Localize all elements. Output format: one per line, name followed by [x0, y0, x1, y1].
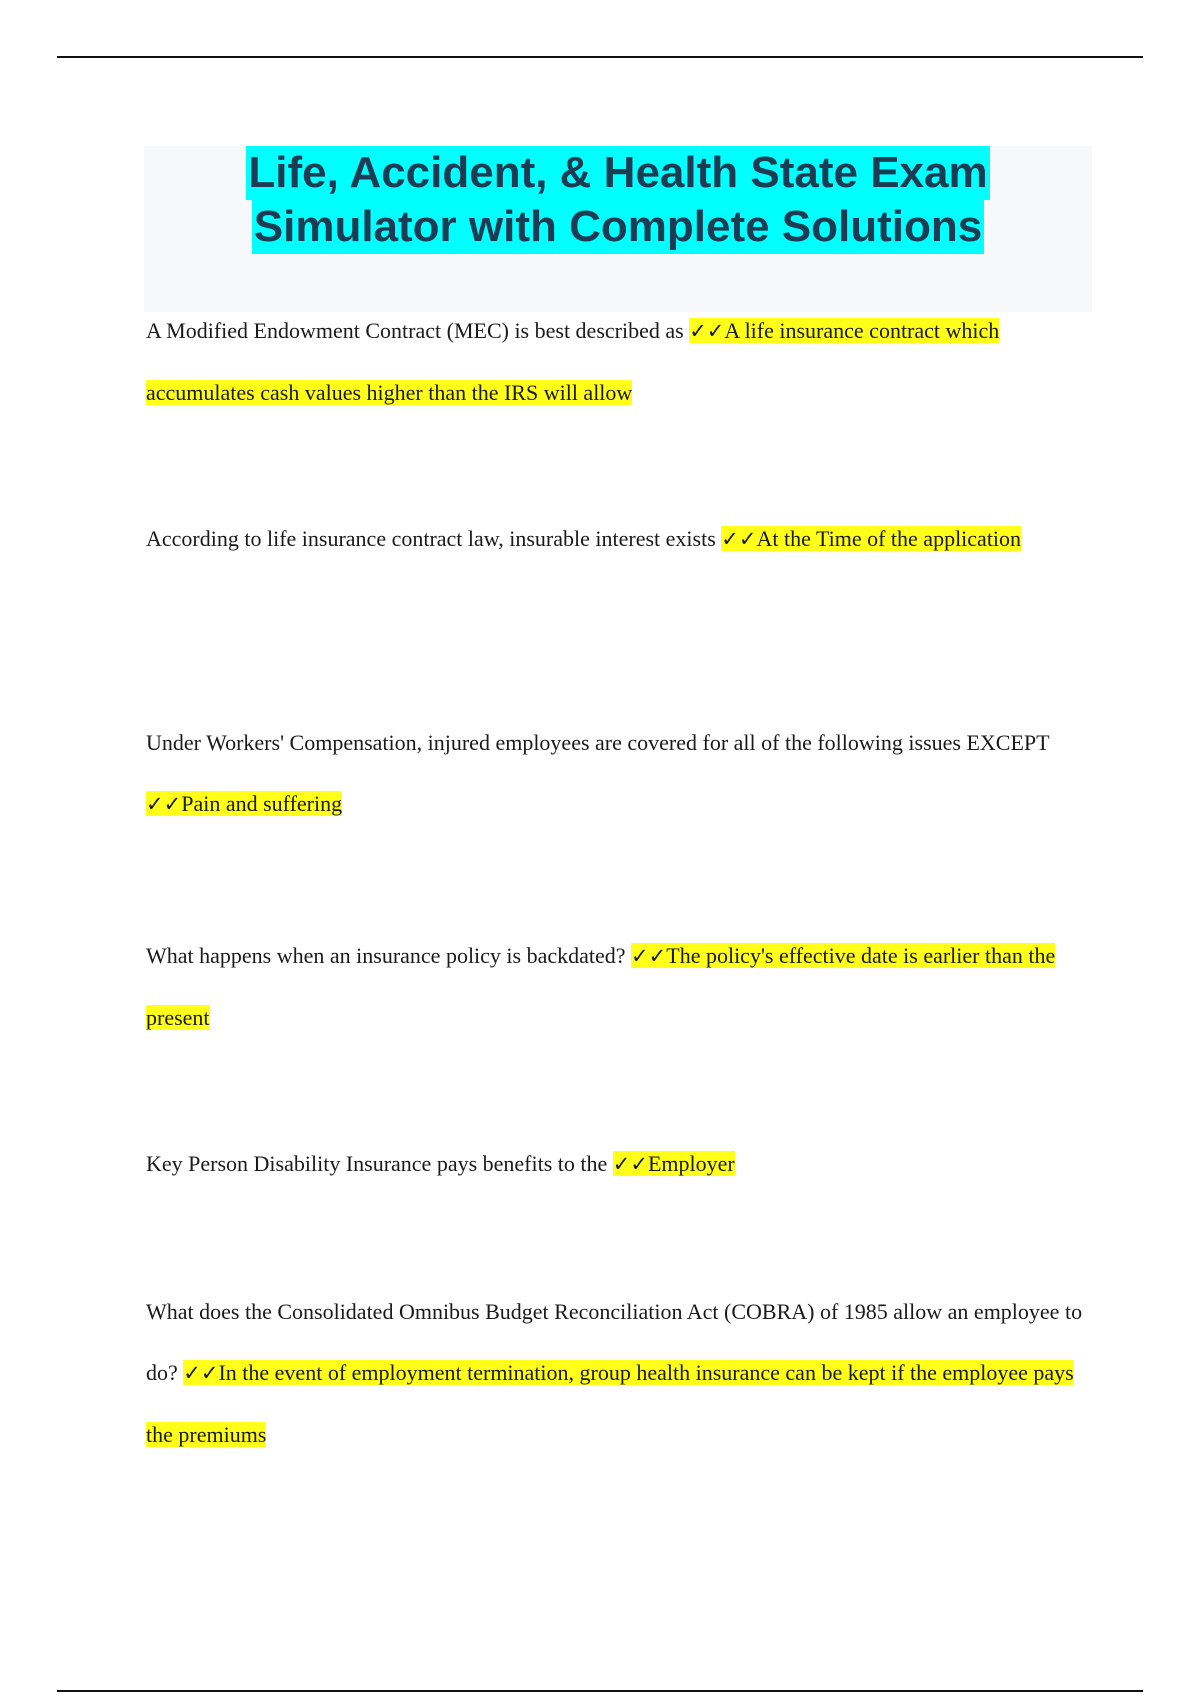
- double-check-icon: ✓✓: [612, 1152, 648, 1176]
- header-rule: [57, 56, 1143, 58]
- double-check-icon: ✓✓: [689, 319, 725, 343]
- question-text: Under Workers' Compensation, injured employees are covered for all of the following issues EXCEPT: [146, 730, 1050, 755]
- double-check-icon: ✓✓: [721, 527, 757, 551]
- document-title: [144, 146, 1092, 254]
- qa-item-1: [146, 300, 1090, 423]
- title-line-1: Life, Accident, & Health State Exam: [246, 146, 989, 200]
- answer-highlight: [721, 526, 1021, 551]
- answer-highlight: [613, 1151, 735, 1176]
- qa-item-6: [146, 1281, 1090, 1465]
- question-text: A Modified Endowment Contract (MEC) is best described as: [146, 318, 684, 343]
- answer-highlight: [146, 1360, 1074, 1447]
- double-check-icon: ✓✓: [631, 944, 667, 968]
- double-check-icon: ✓✓: [146, 792, 182, 816]
- title-box: [144, 146, 1092, 312]
- answer-text: In the event of employment termination, group health insurance can be kept if the employee pays the premiums: [146, 1360, 1074, 1447]
- footer-rule: [57, 1690, 1143, 1692]
- answer-text: Pain and suffering: [181, 791, 343, 816]
- question-text: Key Person Disability Insurance pays benefits to the: [146, 1151, 608, 1176]
- qa-item-3: [146, 712, 1090, 835]
- title-line-2: Simulator with Complete Solutions: [252, 200, 984, 254]
- qa-item-5: [146, 1133, 1090, 1195]
- qa-item-2: [146, 508, 1090, 570]
- question-text: What does the Consolidated Omnibus Budget Reconciliation Act (COBRA) of 1985 allow an employee to do?: [146, 1299, 1083, 1385]
- answer-text: At the Time of the application: [756, 526, 1022, 551]
- double-check-icon: ✓✓: [183, 1361, 219, 1385]
- question-text: According to life insurance contract law, insurable interest exists: [146, 526, 716, 551]
- question-text: What happens when an insurance policy is backdated?: [146, 943, 626, 968]
- answer-text: A life insurance contract which accumulates cash values higher than the IRS will allow: [146, 318, 1000, 405]
- answer-highlight: [146, 791, 342, 816]
- answer-text: Employer: [647, 1151, 735, 1176]
- qa-item-4: [146, 925, 1090, 1048]
- answer-text: The policy's effective date is earlier than the present: [146, 943, 1056, 1030]
